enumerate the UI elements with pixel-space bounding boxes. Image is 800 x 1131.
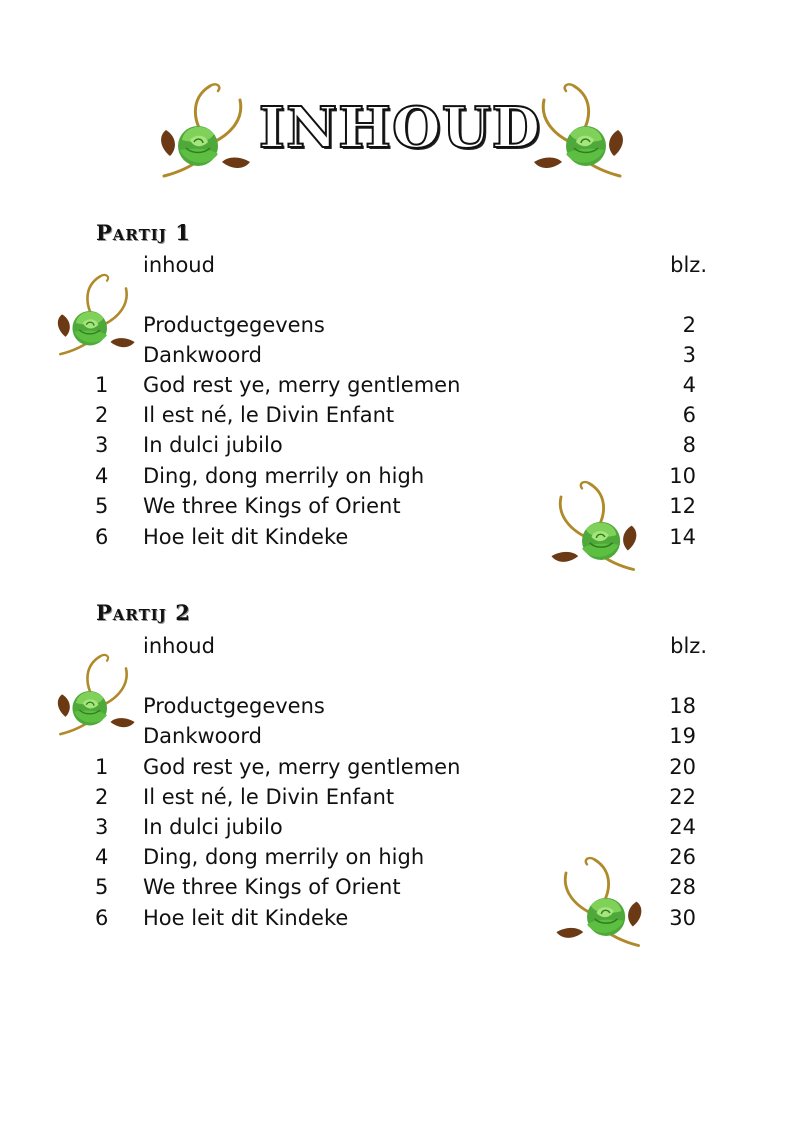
toc-entry-page: 20	[669, 755, 696, 779]
toc-entry	[0, 903, 800, 933]
toc-entry-number: 5	[95, 494, 109, 518]
toc-entry-page: 4	[682, 373, 696, 397]
toc-entry-page: 8	[682, 433, 696, 457]
toc-entry	[0, 430, 800, 460]
toc-entry-number: 1	[95, 755, 109, 779]
toc-header-label: inhoud	[143, 253, 215, 277]
toc-entry	[0, 782, 800, 812]
toc-entry-number: 2	[95, 403, 109, 427]
toc-entry-page: 18	[669, 694, 696, 718]
toc-entry-title: We three Kings of Orient	[143, 875, 401, 899]
toc-entry-title: In dulci jubilo	[143, 433, 283, 457]
toc-entry-title: Dankwoord	[143, 343, 262, 367]
toc-entry-title: Hoe leit dit Kindeke	[143, 525, 349, 549]
toc-entry-number: 4	[95, 464, 109, 488]
toc-entry	[0, 691, 800, 721]
toc-entry	[0, 522, 800, 552]
toc-entry-page: 24	[669, 815, 696, 839]
rose-icon	[545, 852, 650, 957]
toc-header-row	[0, 250, 800, 280]
toc-header-row	[0, 631, 800, 661]
toc-entry	[0, 752, 800, 782]
toc-entry-page: 3	[682, 343, 696, 367]
toc-header-page: blz.	[670, 634, 707, 658]
toc-entry	[0, 842, 800, 872]
toc-entry-page: 28	[669, 875, 696, 899]
toc-entry-page: 14	[669, 525, 696, 549]
toc-entry-title: God rest ye, merry gentlemen	[143, 755, 461, 779]
toc-entry-title: Ding, dong merrily on high	[143, 845, 425, 869]
page-title: INHOUD	[258, 95, 542, 161]
toc-entry-page: 6	[682, 403, 696, 427]
toc-entry-number: 5	[95, 875, 109, 899]
rose-icon	[522, 78, 632, 188]
toc-entry	[0, 872, 800, 902]
toc-entry-number: 1	[95, 373, 109, 397]
rose-icon	[540, 476, 645, 581]
toc-entry-page: 26	[669, 845, 696, 869]
toc-entry-page: 10	[669, 464, 696, 488]
toc-entry-title: Il est né, le Divin Enfant	[143, 785, 395, 809]
toc-entry-number: 2	[95, 785, 109, 809]
toc-entry-title: Productgegevens	[143, 313, 325, 337]
toc-entry-title: Ding, dong merrily on high	[143, 464, 425, 488]
toc-entry-page: 19	[669, 724, 696, 748]
toc-header-page: blz.	[670, 253, 707, 277]
toc-entry	[0, 400, 800, 430]
toc-entry-page: 30	[669, 906, 696, 930]
toc-entry-page: 12	[669, 494, 696, 518]
toc-entry	[0, 721, 800, 751]
toc-entry-page: 2	[682, 313, 696, 337]
toc-entry	[0, 812, 800, 842]
toc-entry	[0, 461, 800, 491]
toc-entry	[0, 491, 800, 521]
section-title: Partij 1	[96, 220, 191, 245]
toc-entry-title: Il est né, le Divin Enfant	[143, 403, 395, 427]
toc-entry-page: 22	[669, 785, 696, 809]
toc-entry-title: We three Kings of Orient	[143, 494, 401, 518]
toc-entry-number: 3	[95, 815, 109, 839]
toc-header-label: inhoud	[143, 634, 215, 658]
toc-entry	[0, 370, 800, 400]
toc-entry-number: 6	[95, 525, 109, 549]
toc-entry-title: God rest ye, merry gentlemen	[143, 373, 461, 397]
toc-entry-title: In dulci jubilo	[143, 815, 283, 839]
section-title: Partij 2	[96, 600, 191, 625]
toc-entry-number: 3	[95, 433, 109, 457]
toc-entry-title: Dankwoord	[143, 724, 262, 748]
toc-entry	[0, 340, 800, 370]
toc-entry-title: Hoe leit dit Kindeke	[143, 906, 349, 930]
toc-entry-title: Productgegevens	[143, 694, 325, 718]
toc-entry-number: 6	[95, 906, 109, 930]
toc-entry	[0, 310, 800, 340]
toc-entry-number: 4	[95, 845, 109, 869]
